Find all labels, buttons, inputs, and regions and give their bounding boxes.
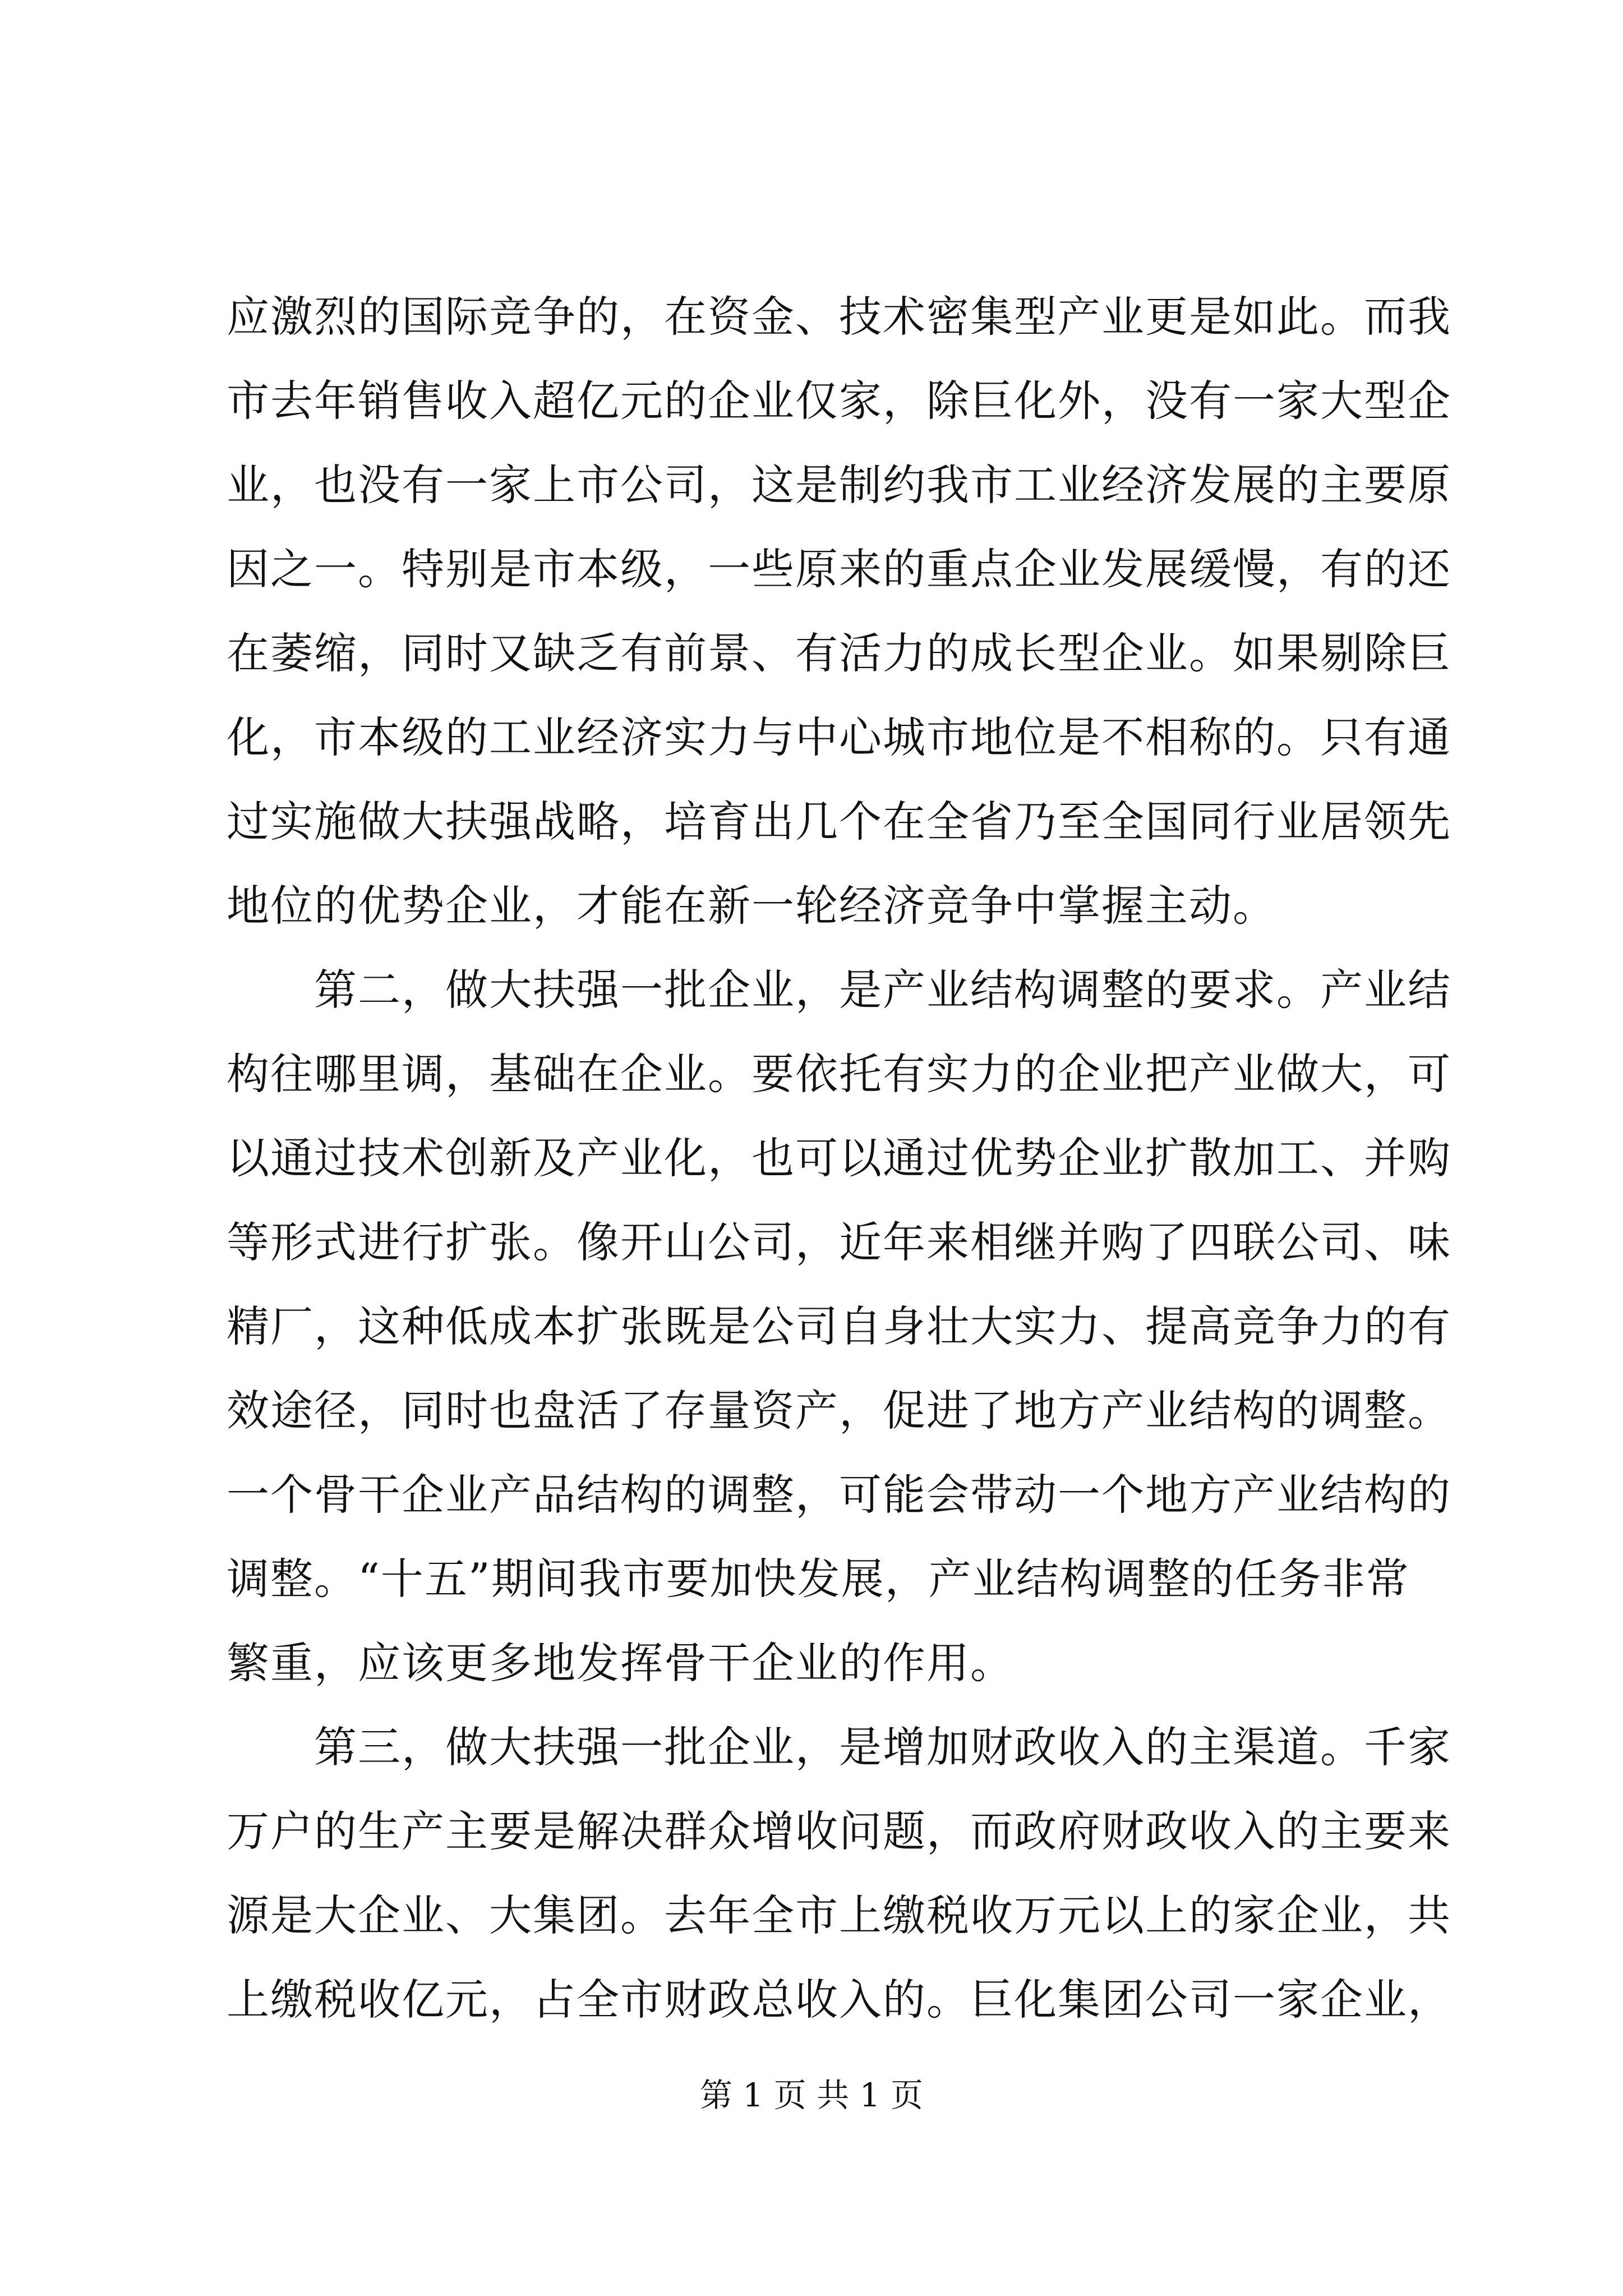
text-line-19: 万户的生产主要是解决群众增收问题，而政府财政收入的主要来 [227, 1806, 1451, 1856]
text-line-13: 精厂，这种低成本扩张既是公司自身壮大实力、提高竞争力的有 [227, 1301, 1451, 1351]
page-footer [0, 2073, 1623, 2118]
text-line-2: 市去年销售收入超亿元的企业仅家，除巨化外，没有一家大型企 [227, 376, 1451, 426]
text-line-4: 因之一。特别是市本级，一些原来的重点企业发展缓慢，有的还 [227, 544, 1451, 594]
text-line-15: 一个骨干企业产品结构的调整，可能会带动一个地方产业结构的 [227, 1470, 1451, 1520]
text-line-16: 调整。“十五”期间我市要加快发展，产业结构调整的任务非常 [227, 1554, 1410, 1604]
text-line-8: 地位的优势企业，才能在新一轮经济竞争中掌握主动。 [227, 881, 1276, 931]
text-line-14: 效途径，同时也盘活了存量资产，促进了地方产业结构的调整。 [227, 1386, 1451, 1435]
text-line-5: 在萎缩，同时又缺乏有前景、有活力的成长型企业。如果剔除巨 [227, 628, 1451, 678]
text-line-17: 繁重，应该更多地发挥骨干企业的作用。 [227, 1638, 1014, 1688]
text-line-21: 上缴税收亿元，占全市财政总收入的。巨化集团公司一家企业， [227, 1975, 1451, 2024]
text-line-11: 以通过技术创新及产业化，也可以通过优势企业扩散加工、并购 [227, 1133, 1451, 1183]
page-number-label: 第 1 页 共 1 页 [700, 2076, 923, 2114]
text-line-7: 过实施做大扶强战略，培育出几个在全省乃至全国同行业居领先 [227, 797, 1451, 846]
body-text [227, 275, 1451, 2042]
text-line-12: 等形式进行扩张。像开山公司，近年来相继并购了四联公司、味 [227, 1217, 1451, 1267]
text-line-10: 构往哪里调，基础在企业。要依托有实力的企业把产业做大，可 [227, 1049, 1451, 1099]
text-line-18: 第三，做大扶强一批企业，是增加财政收入的主渠道。千家 [227, 1722, 1451, 1772]
text-line-9: 第二，做大扶强一批企业，是产业结构调整的要求。产业结 [227, 965, 1451, 1015]
text-line-3: 业，也没有一家上市公司，这是制约我市工业经济发展的主要原 [227, 460, 1451, 510]
text-line-20: 源是大企业、大集团。去年全市上缴税收万元以上的家企业，共 [227, 1890, 1451, 1940]
text-line-1: 应激烈的国际竞争的，在资金、技术密集型产业更是如此。而我 [227, 292, 1451, 342]
text-line-6: 化，市本级的工业经济实力与中心城市地位是不相称的。只有通 [227, 712, 1451, 762]
